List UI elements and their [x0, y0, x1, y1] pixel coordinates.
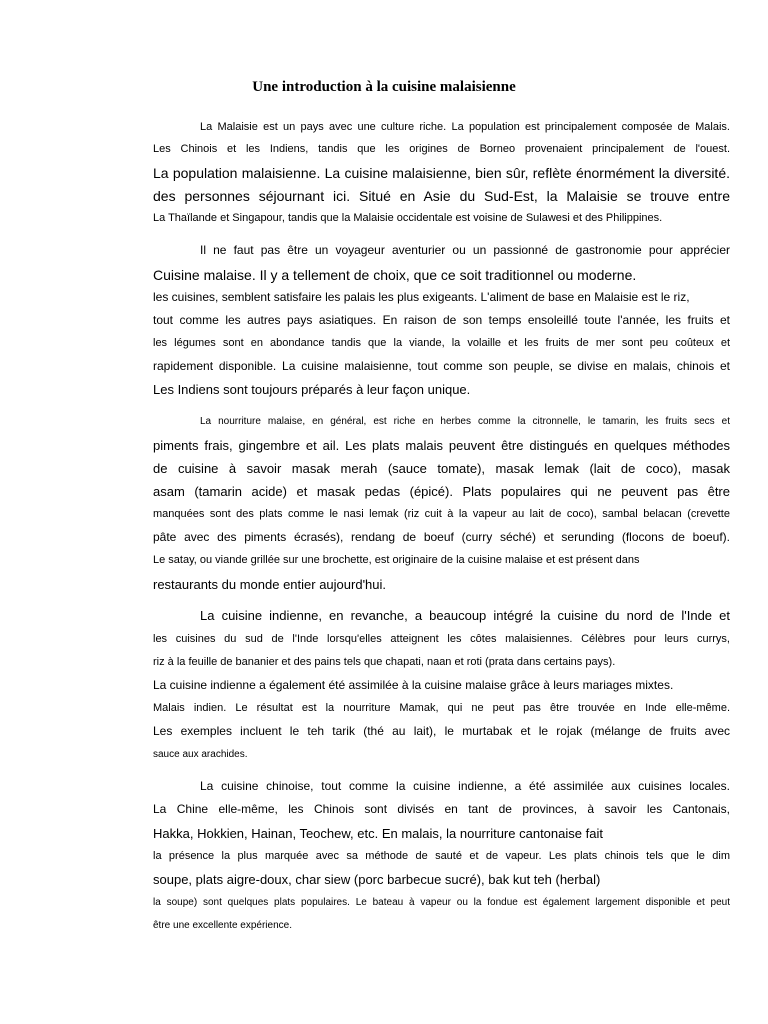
text-line: rapidement disponible. La cuisine malaisienne, tout comme son peuple, se divise en malais, chinois et [153, 359, 730, 373]
text-line: La population malaisienne. La cuisine malaisienne, bien sûr, reflète énormément la diversité. [153, 165, 730, 181]
text-line: La Thaïlande et Singapour, tandis que la Malaisie occidentale est voisine de Sulawesi et des Philippines. [153, 212, 663, 224]
text-line: La Malaisie est un pays avec une culture riche. La population est principalement composée de Malais. [200, 121, 730, 133]
text-line: des personnes séjournant ici. Situé en Asie du Sud-Est, la Malaisie se trouve entre [153, 188, 730, 204]
text-line: soupe, plats aigre-doux, char siew (porc barbecue sucré), bak kut teh (herbal) [153, 872, 601, 887]
text-line: asam (tamarin acide) et masak pedas (épicé). Plats populaires qui ne peuvent pas être [153, 484, 730, 499]
text-line: sauce aux arachides. [153, 749, 248, 760]
text-line: Le satay, ou viande grillée sur une brochette, est originaire de la cuisine malaise et est présent dans [153, 554, 640, 566]
text-line: la présence la plus marquée avec sa méthode de sauté et de vapeur. Les plats chinois tels que le dim [153, 850, 730, 862]
text-line: Malais indien. Le résultat est la nourriture Mamak, qui ne peut pas être trouvée en Inde elle-même. [153, 702, 730, 714]
text-line: la soupe) sont quelques plats populaires. Le bateau à vapeur ou la fondue est également largement disponible et peut [153, 897, 730, 908]
text-line: Les Chinois et les Indiens, tandis que les origines de Borneo provenaient principalement de l'ouest. [153, 143, 730, 155]
text-line: pâte avec des piments écrasés), rendang de boeuf (curry séché) et serunding (flocons de boeuf). [153, 530, 730, 544]
document-title: Une introduction à la cuisine malaisienne [252, 79, 516, 95]
text-line: La nourriture malaise, en général, est riche en herbes comme la citronnelle, le tamarin, les fruits secs et [200, 416, 730, 427]
text-line: les légumes sont en abondance tandis que la viande, la volaille et les fruits de mer sont peu coûteux et [153, 337, 730, 349]
text-line: La cuisine indienne a également été assimilée à la cuisine malaise grâce à leurs mariages mixtes. [153, 678, 674, 692]
text-line: de cuisine à savoir masak merah (sauce tomate), masak lemak (lait de coco), masak [153, 461, 730, 476]
text-line: riz à la feuille de bananier et des pains tels que chapati, naan et roti (prata dans certains pays). [153, 656, 616, 668]
text-line: Les Indiens sont toujours préparés à leur façon unique. [153, 382, 471, 397]
text-line: La cuisine indienne, en revanche, a beaucoup intégré la cuisine du nord de l'Inde et [200, 608, 730, 623]
text-line: tout comme les autres pays asiatiques. En raison de son temps ensoleillé toute l'année, les fruits et [153, 313, 730, 327]
text-line: piments frais, gingembre et ail. Les plats malais peuvent être distingués en quelques méthodes [153, 438, 730, 453]
text-line: Cuisine malaise. Il y a tellement de choix, que ce soit traditionnel ou moderne. [153, 267, 637, 283]
text-line: restaurants du monde entier aujourd'hui. [153, 577, 387, 592]
text-line: La Chine elle-même, les Chinois sont divisés en tant de provinces, à savoir les Cantonais, [153, 802, 730, 816]
text-line: les cuisines du sud de l'Inde lorsqu'elles atteignent les côtes malaisiennes. Célèbres pour leurs currys, [153, 633, 730, 645]
text-line: Il ne faut pas être un voyageur aventurier ou un passionné de gastronomie pour apprécier [200, 243, 730, 257]
text-line: être une excellente expérience. [153, 920, 292, 931]
text-line: La cuisine chinoise, tout comme la cuisine indienne, a été assimilée aux cuisines locales. [200, 779, 730, 793]
text-line: les cuisines, semblent satisfaire les palais les plus exigeants. L'aliment de base en Malaisie est le riz, [153, 290, 690, 304]
text-line: manquées sont des plats comme le nasi lemak (riz cuit à la vapeur au lait de coco), sambal belacan (crevette [153, 508, 730, 520]
text-line: Les exemples incluent le teh tarik (thé au lait), le murtabak et le rojak (mélange de fruits avec [153, 724, 730, 738]
text-line: Hakka, Hokkien, Hainan, Teochew, etc. En malais, la nourriture cantonaise fait [153, 826, 603, 841]
